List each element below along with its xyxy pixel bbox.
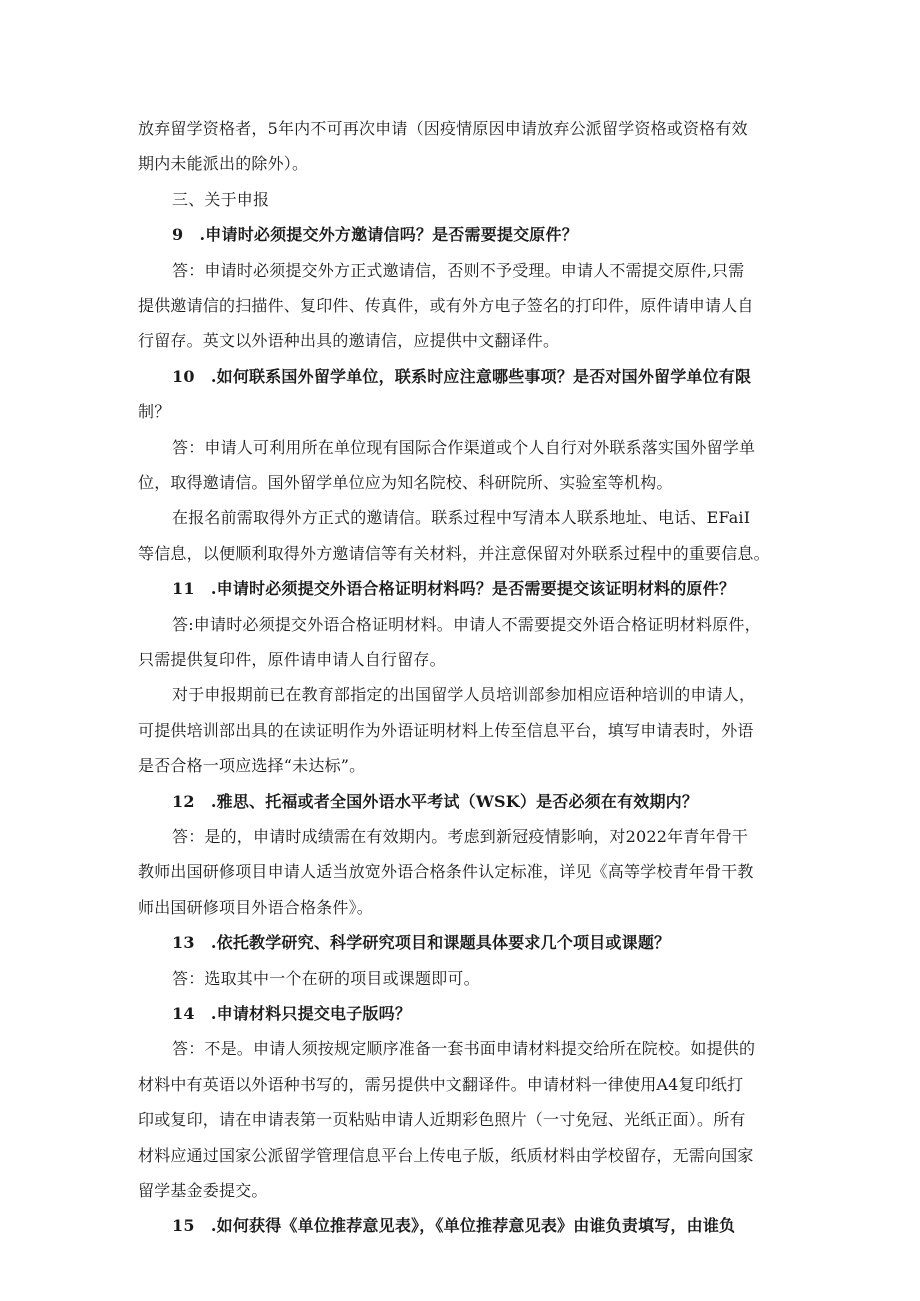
paragraph-line: 是否合格一项应选择“未达标”。 [138, 756, 366, 775]
answer-line: 行留存。英文以外语种出具的邀请信，应提供中文翻译件。 [138, 331, 560, 350]
answer-line: 答：是的，申请时成绩需在有效期内。考虑到新冠疫情影响，对2022年青年骨干 [172, 827, 749, 846]
paragraph-line: 期内未能派出的除外）。 [138, 154, 309, 173]
question-10: 10 .如何联系国外留学单位，联系时应注意哪些事项？是否对国外留学单位有限 [172, 367, 752, 386]
answer-line: 答：申请时必须提交外方正式邀请信，否则不予受理。申请人不需提交原件,只需 [172, 261, 745, 280]
answer-line: 答：申请人可利用所在单位现有国际合作渠道或个人自行对外联系落实国外留学单 [172, 438, 756, 457]
paragraph-line: 在报名前需取得外方正式的邀请信。联系过程中写清本人联系地址、电话、EFaiI [172, 508, 751, 527]
section-heading: 三、关于申报 [172, 190, 270, 209]
paragraph-line: 等信息，以便顺利取得外方邀请信等有关材料，并注意保留对外联系过程中的重要信息。 [138, 544, 770, 563]
answer-line: 答:申请时必须提交外语合格证明材料。申请人不需要提交外语合格证明材料原件， [172, 615, 761, 634]
question-13: 13 .依托教学研究、科学研究项目和课题具体要求几个项目或课题？ [172, 933, 671, 952]
answer-line: 印或复印，请在申请表第一页粘贴申请人近期彩色照片（一寸免冠、光纸正面）。所有 [138, 1110, 746, 1129]
answer-line: 材料中有英语以外语种书写的，需另提供中文翻译件。申请材料一律使用A4复印纸打 [138, 1075, 744, 1094]
answer-line: 材料应通过国家公派留学管理信息平台上传电子版，纸质材料由学校留存，无需向国家 [138, 1146, 754, 1165]
question-15: 15 .如何获得《单位推荐意见表》，《单位推荐意见表》由谁负责填写，由谁负 [172, 1216, 736, 1235]
answer-line: 答：选取其中一个在研的项目或课题即可。 [172, 969, 480, 988]
answer-line: 留学基金委提交。 [138, 1181, 268, 1200]
paragraph-line: 放弃留学资格者，5年内不可再次申请（因疫情原因申请放弃公派留学资格或资格有效 [138, 119, 748, 138]
paragraph-line: 对于申报期前已在教育部指定的出国留学人员培训部参加相应语种培训的申请人， [172, 685, 756, 704]
answer-line: 教师出国研修项目申请人适当放宽外语合格条件认定标准，详见《高等学校青年骨干教 [138, 862, 754, 881]
answer-line: 答：不是。申请人须按规定顺序准备一套书面申请材料提交给所在院校。如提供的 [172, 1039, 756, 1058]
question-11: 11 .申请时必须提交外语合格证明材料吗？是否需要提交该证明材料的原件？ [172, 579, 736, 598]
question-9: 9 .申请时必须提交外方邀请信吗？是否需要提交原件？ [172, 225, 578, 244]
answer-line: 只需提供复印件，原件请申请人自行留存。 [138, 650, 446, 669]
answer-line: 师出国研修项目外语合格条件》。 [138, 898, 374, 917]
answer-line: 位，取得邀请信。国外留学单位应为知名院校、科研院所、实验室等机构。 [138, 473, 673, 492]
paragraph-line: 可提供培训部出具的在读证明作为外语证明材料上传至信息平台，填写申请表时，外语 [138, 721, 754, 740]
question-10-cont: 制？ [138, 402, 171, 421]
question-14: 14 .申请材料只提交电子版吗？ [172, 1004, 412, 1023]
answer-line: 提供邀请信的扫描件、复印件、传真件，或有外方电子签名的打印件，原件请申请人自 [138, 296, 754, 315]
question-12: 12 .雅思、托福或者全国外语水平考试（WSK）是否必须在有效期内？ [172, 792, 699, 811]
